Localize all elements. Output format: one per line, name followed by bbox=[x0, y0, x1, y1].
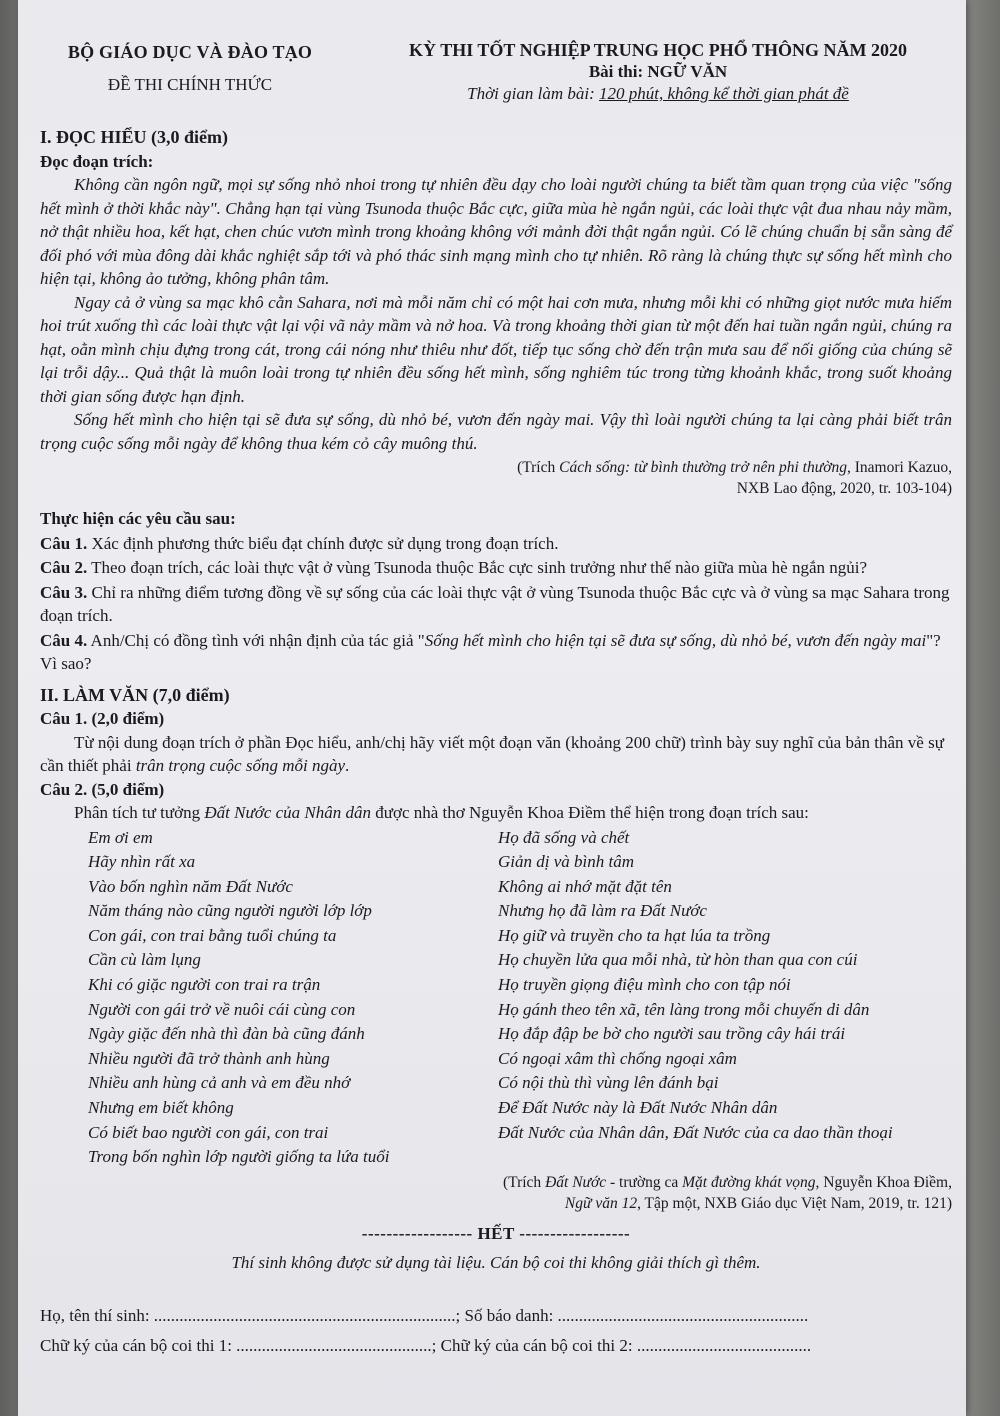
read-label: Đọc đoạn trích: bbox=[40, 151, 154, 171]
question-label: Câu 1. bbox=[40, 533, 88, 553]
exam-title: KỲ THI TỐT NGHIỆP TRUNG HỌC PHỔ THÔNG NĂM 2020 bbox=[409, 40, 907, 60]
header-right bbox=[378, 40, 938, 104]
end-mark: ------------------ HẾT ------------------ bbox=[361, 1223, 631, 1243]
poem bbox=[40, 826, 952, 1170]
poem-line: Có ngoại xâm thì chống ngoại xâm bbox=[498, 1048, 737, 1068]
passage-paragraph: Sống hết mình cho hiện tại sẽ đưa sự sống, dù nhỏ bé, vươn đến ngày mai. Vậy thì loài người chúng ta lại càng phải biết trân trọng cuộc sống mỗi ngày để không thua kém cỏ cây muông thú. bbox=[40, 410, 952, 453]
question-text: Chỉ ra những điểm tương đồng về sự sống của các loài thực vật ở vùng Tsunoda thuộc Bắc cực và ở vùng sa mạc Sahara trong đoạn trích. bbox=[40, 582, 950, 625]
poem-line: Không ai nhớ mặt đặt tên bbox=[498, 876, 672, 896]
poem-line: Có nội thù thì vùng lên đánh bại bbox=[498, 1073, 719, 1093]
poem-line: Người con gái trở về nuôi cái cùng con bbox=[88, 999, 356, 1019]
source-author: , Inamori Kazuo, bbox=[846, 459, 952, 476]
poem-line: Em ơi em bbox=[88, 827, 153, 847]
passage-source bbox=[40, 457, 952, 499]
source-text: - trường ca bbox=[606, 1173, 683, 1191]
poem-left-column bbox=[40, 826, 480, 1170]
source-poem-title: Đất Nước bbox=[545, 1173, 607, 1191]
passage-paragraph: Không cần ngôn ngữ, mọi sự sống nhỏ nhoi trong tự nhiên đều dạy cho loài người chúng ta biết tầm quan trọng của việc "sống hết mình ở thời khắc này". Chẳng hạn tại vùng Tsunoda thuộc Bắc cực, giữa mùa hè ngắn ngủi, các loài thực vật đua nhau nảy mầm, nở thật nhiều hoa, kết hạt, chen chúc vươn mình trong khoảng không với mảnh đời thật ngắn ngủi. Có lẽ chúng chuẩn bị sẵn sàng để đối phó với mùa đông dài khắc nghiệt sắp tới và phó thác sinh mạng mình cho tự nhiên. Rõ ràng là chúng thực sự sống hết mình cho hiện tại, không ảo tưởng, không phân tâm. bbox=[40, 175, 952, 288]
tasks-label: Thực hiện các yêu cầu sau: bbox=[40, 509, 236, 528]
poem-line: Đất Nước của Nhân dân, Đất Nước của ca dao thần thoại bbox=[498, 1122, 893, 1142]
question-label: Câu 3. bbox=[40, 582, 88, 602]
essay-2-prompt bbox=[40, 801, 952, 825]
poem-line: Con gái, con trai bằng tuổi chúng ta bbox=[88, 925, 337, 945]
poem-line: Năm tháng nào cũng người người lớp lớp bbox=[88, 901, 372, 921]
poem-line: Ngày giặc đến nhà thì đàn bà cũng đánh bbox=[88, 1024, 365, 1044]
poem-line: Vào bốn nghìn năm Đất Nước bbox=[88, 876, 293, 896]
poem-line: Có biết bao người con gái, con trai bbox=[88, 1122, 329, 1142]
question-quote: Sống hết mình cho hiện tại sẽ đưa sự sống, dù nhỏ bé, vươn đến ngày mai bbox=[424, 630, 927, 650]
poem-line: Họ truyền giọng điệu mình cho con tập nói bbox=[498, 975, 791, 995]
time-prefix: Thời gian làm bài: bbox=[467, 84, 599, 103]
poem-line: Họ chuyền lửa qua mỗi nhà, từ hòn than qua con cúi bbox=[498, 950, 858, 970]
question-label: Câu 4. bbox=[40, 630, 88, 650]
essay-2-label: Câu 2. (5,0 điểm) bbox=[40, 779, 165, 799]
poem-line: Họ gánh theo tên xã, tên làng trong mỗi chuyến di dân bbox=[498, 999, 870, 1019]
poem-line: Giản dị và bình tâm bbox=[498, 852, 634, 872]
exam-content bbox=[40, 124, 952, 1361]
exam-paper bbox=[18, 0, 966, 1416]
poem-line: Nhưng họ đã làm ra Đất Nước bbox=[498, 901, 707, 921]
prompt-emphasis: trân trọng cuộc sống mỗi ngày bbox=[135, 756, 346, 775]
exam-subject: Bài thi: NGỮ VĂN bbox=[588, 62, 728, 81]
question-2 bbox=[40, 556, 952, 580]
passage-paragraph: Ngay cả ở vùng sa mạc khô cằn Sahara, nơi mà mỗi năm chỉ có một hai cơn mưa, nhưng mỗi khi có những giọt nước mưa hiếm hoi trút xuống thì các loài thực vật lại vội vã nảy mầm và nở hoa. Và trong khoảng thời gian từ một đến hai tuần ngắn ngủi, chúng ra hạt, oằn mình chịu đựng trong cát, trong cái nóng như thiêu như đốt, tiếp tục sống chờ đến trận mưa sau để nối giống của chúng sẽ lại trỗi dậy... Quả thật là muôn loài trong tự nhiên đều sống hết mình, sống nghiêm túc trong từng khoảnh khắc, trong suốt khoảng thời gian sống được hạn định. bbox=[40, 292, 952, 406]
poem-line: Để Đất Nước này là Đất Nước Nhân dân bbox=[498, 1098, 778, 1118]
source-publisher: , Tập một, NXB Giáo dục Việt Nam, 2019, tr. 121) bbox=[637, 1194, 952, 1212]
poem-line: Nhưng em biết không bbox=[88, 1098, 234, 1118]
poem-line: Trong bốn nghìn lớp người giống ta lứa tuổi bbox=[88, 1147, 390, 1167]
source-book-title: Cách sống: từ bình thường trở nên phi thường bbox=[559, 459, 847, 476]
prompt-end: được nhà thơ Nguyễn Khoa Điềm thể hiện trong đoạn trích sau: bbox=[370, 803, 809, 822]
candidate-name-line: Họ, tên thí sinh: .......................................................................; Số báo danh: ........................................................... bbox=[40, 1305, 809, 1325]
exam-time bbox=[378, 84, 938, 104]
essay-1-label-text: Câu 1. (2,0 điểm) bbox=[40, 709, 165, 728]
question-text-end: "? Vì sao? bbox=[40, 630, 941, 673]
candidate-info bbox=[40, 1301, 952, 1361]
poem-source bbox=[40, 1172, 952, 1214]
poem-line: Nhiều người đã trở thành anh hùng bbox=[88, 1048, 330, 1068]
prompt-end: . bbox=[345, 756, 350, 775]
time-value: 120 phút, không kể thời gian phát đề bbox=[598, 84, 849, 103]
prompt-emphasis: Đất Nước của Nhân dân bbox=[204, 803, 371, 822]
source-text: (Trích bbox=[517, 459, 560, 476]
question-3 bbox=[40, 581, 952, 628]
poem-line: Hãy nhìn rất xa bbox=[88, 852, 196, 872]
source-textbook: Ngữ văn 12 bbox=[564, 1194, 638, 1212]
question-1 bbox=[40, 532, 952, 556]
source-publisher: NXB Lao động, 2020, tr. 103-104) bbox=[736, 480, 952, 497]
part2-heading: II. LÀM VĂN (7,0 điểm) bbox=[40, 684, 230, 705]
source-author: , Nguyễn Khoa Điềm, bbox=[815, 1173, 952, 1191]
question-label: Câu 2. bbox=[40, 558, 88, 577]
source-epic-title: Mặt đường khát vọng bbox=[682, 1173, 816, 1191]
exam-note: Thí sinh không được sử dụng tài liệu. Cán bộ coi thi không giải thích gì thêm. bbox=[231, 1253, 761, 1273]
header-left bbox=[40, 42, 340, 95]
question-text: Xác định phương thức biểu đạt chính được sử dụng trong đoạn trích. bbox=[87, 533, 559, 553]
prompt-text: Phân tích tư tưởng bbox=[74, 803, 205, 822]
source-text: (Trích bbox=[503, 1173, 546, 1191]
part1-heading: I. ĐỌC HIỂU (3,0 điểm) bbox=[40, 127, 228, 147]
poem-line: Họ đã sống và chết bbox=[498, 827, 630, 847]
proctor-signature-line: Chữ ký của cán bộ coi thi 1: ..............................................; Chữ ký của cán bộ coi thi 2: ......................................... bbox=[40, 1335, 812, 1355]
poem-line: Khi có giặc người con trai ra trận bbox=[88, 975, 321, 995]
official-exam-label: ĐỀ THI CHÍNH THỨC bbox=[107, 75, 273, 94]
poem-line: Họ đắp đập be bờ cho người sau trồng cây hái trái bbox=[498, 1024, 846, 1044]
question-text: Theo đoạn trích, các loài thực vật ở vùng Tsunoda thuộc Bắc cực sinh trưởng như thế nào giữa mùa hè ngắn ngủi? bbox=[87, 558, 868, 577]
ministry-name: BỘ GIÁO DỤC VÀ ĐÀO TẠO bbox=[67, 42, 313, 62]
poem-right-column bbox=[480, 826, 952, 1170]
essay-1-prompt bbox=[40, 731, 952, 778]
poem-line: Họ giữ và truyền cho ta hạt lúa ta trồng bbox=[498, 925, 771, 945]
prompt-text: Từ nội dung đoạn trích ở phần Đọc hiểu, anh/chị hãy viết một đoạn văn (khoảng 200 chữ) trình bày suy nghĩ của bản thân về sự cần thiết phải bbox=[40, 732, 944, 775]
question-4 bbox=[40, 629, 952, 676]
poem-line: Cần cù làm lụng bbox=[88, 950, 201, 970]
essay-1-label bbox=[40, 707, 952, 731]
poem-line: Nhiều anh hùng cả anh và em đều nhớ bbox=[88, 1073, 351, 1093]
question-text: Anh/Chị có đồng tình với nhận định của tác giả " bbox=[87, 630, 425, 650]
